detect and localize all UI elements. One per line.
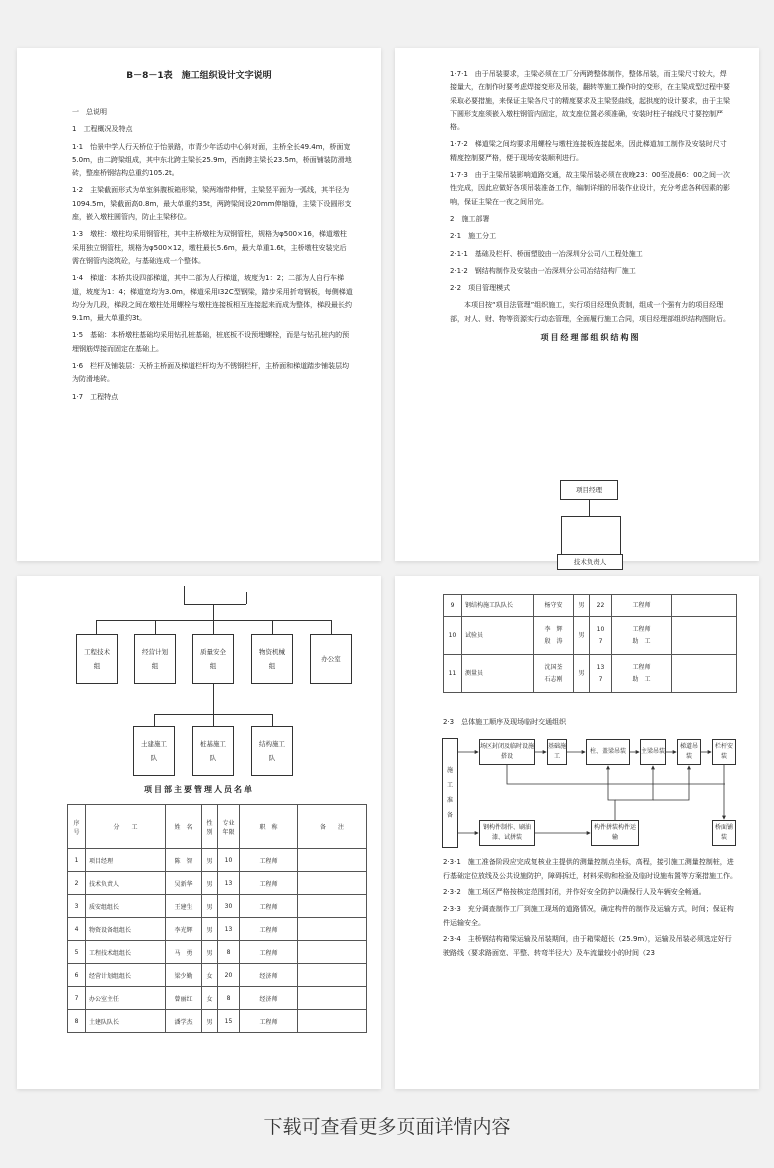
table-row [444,655,737,693]
org-group-box: 质量安全组 [192,634,234,684]
staff-table-header [68,805,367,849]
table-row [444,617,737,655]
table-cell: 7 [68,987,86,1010]
table-cell: 土建队队长 [86,1010,166,1033]
table-cell: 女 [202,987,218,1010]
table-cell: 工程师 助 工 [612,617,672,655]
org-team-box: 桩基施工队 [192,726,234,776]
document-page-4 [395,576,759,1089]
paragraph: 1·2 主梁截面形式为单室斜腹板箱形梁，梁两端带伸臂，主梁竖平面为一弧线，其半径为1094.5m，梁截面高0.8m，最大单重约35t，两跨梁间设20mm伸缩缝，主梁下设圆形支座，嵌入墩柱圆管内，防止主梁移位。 [72,186,352,222]
org-box-technical-lead: 技术负责人 [557,554,623,570]
org-connector [272,620,273,634]
org-connector [96,620,332,621]
table-cell: 男 [202,918,218,941]
table-cell: 1 [68,849,86,872]
table-cell: 钢结构施工队队长 [462,595,534,617]
table-cell: 5 [68,941,86,964]
table-cell: 女 [202,964,218,987]
paragraph: 1·7·1 由于吊装要求，主梁必须在工厂分两跨整体制作，整体吊装，而主梁尺寸较大，焊接量大，在制作时要考虑焊接变形及吊装，翻转等施工操作时的变形，在主梁成型过程中要采取必要措施，来保证主梁各尺寸的精度要求及主梁竖曲线，起拱度的设计要求，由于主梁下圆形支座须嵌入墩柱钢管内固定，故支座位置必须准确，安装时柱子轴线尺寸要控制严格。 [450,70,730,132]
staff-table [67,804,367,1033]
table-cell: 9 [444,595,462,617]
flow-box-stair-lifting: 梯道吊装 [677,739,701,765]
paragraph: 1·7·3 由于主梁吊装影响道路交通，故主梁吊装必须在夜晚23：00至凌晨6：00之间一次性完成，因此应做好各项吊装准备工作，编制详细的吊装作业设计，充分考虑各种因素的影响，保证主梁在一夜之间吊完。 [450,171,730,206]
table-cell: 2 [68,872,86,895]
paragraph: 本项目按“项目法管理”组织施工，实行项目经理负责制，组成一个强有力的项目经理部，对人、财、物等资源实行动态管理，全面履行施工合同，项目经理部组织结构图附后。 [450,301,730,323]
table-cell: 22 [590,595,612,617]
flow-box-component-assembly: 构件拼装构件运输 [591,820,639,846]
table-cell: 李 辉 殷 涛 [534,617,574,655]
table-cell: 男 [202,941,218,964]
table-cell: 办公室主任 [86,987,166,1010]
table-cell: 沈国荃 石志刚 [534,655,574,693]
table-cell: 男 [202,895,218,918]
table-cell: 男 [202,849,218,872]
table-cell: 王建生 [166,895,202,918]
table-cell: 6 [68,964,86,987]
subsection-heading: 1 工程概况及特点 [72,125,133,134]
table-cell-notes [672,617,737,655]
flow-box-site-enclosure: 场区封闭及临时设施搭设 [479,739,535,765]
page2-body [450,68,731,349]
table-cell: 8 [218,987,240,1010]
table-cell: 男 [574,595,590,617]
org-box-project-manager: 项目经理 [560,480,618,500]
table-cell: 梁少勤 [166,964,202,987]
org-connector [154,714,155,726]
table-cell: 李光辉 [166,918,202,941]
table-cell: 男 [202,1010,218,1033]
flow-box-deck-paving: 桥面铺装 [712,820,736,846]
table-cell: 13 7 [590,655,612,693]
org-connector [184,586,185,604]
org-chart-title: 项目经理部组织结构图 [540,333,641,343]
table-cell: 工程师 [240,872,298,895]
table-row [68,1010,367,1033]
org-connector [213,620,214,634]
table-row [68,918,367,941]
table-cell: 工程师 [240,941,298,964]
table-cell-notes [672,595,737,617]
table-cell: 3 [68,895,86,918]
table-row [68,941,367,964]
paragraph: 2·3·3 充分调查制作工厂到施工现场的道路情况，确定构件的制作及运输方式，时间；保证构件运输安全。 [443,904,734,927]
org-connector [213,714,214,726]
section-heading: 2 施工部署 [450,214,490,223]
table-row [68,895,367,918]
org-connector [561,516,562,554]
table-cell: 经营计划组组长 [86,964,166,987]
paragraph: 2·1·2 钢结构制作及安装由一冶深圳分公司冶结结构厂施工 [450,266,636,275]
table-cell [298,987,367,1010]
table-cell: 经济师 [240,987,298,1010]
subsection-heading: 2·2 项目管理模式 [450,284,511,293]
org-group-box: 办公室 [310,634,352,684]
org-group-box: 经营计划组 [134,634,176,684]
org-connector [184,604,246,605]
paragraph: 2·1·1 基础及栏杆、桥面塑胶由一冶深圳分公司八工程处施工 [450,249,643,258]
paragraph: 1·5 基础：本桥墩柱基础均采用钻孔桩基础，桩底板不设预埋螺栓，而是与钻孔桩内的预埋钢筋焊接而固定在基础上。 [72,331,350,353]
paragraph: 1·3 墩柱：墩柱均采用钢管柱，其中主桥墩柱为双钢管柱，规格为φ500×16，梯道墩柱采用独立钢管柱，规格为φ500×12，墩柱最长5.6m，最大单重1.6t，主桥墩柱安装完后需在钢管内浇筑砼，与基础连成一个整体。 [72,230,347,265]
org-connector [213,604,214,620]
document-page-1 [17,48,381,561]
table-cell [298,895,367,918]
org-connector [589,500,590,516]
paragraph: 1·6 栏杆及铺装层：天桥主桥面及梯道栏杆均为不锈钢栏杆，主桥面和梯道踏步铺装层均为防滑地砖。 [72,362,350,384]
table-cell: 试验员 [462,617,534,655]
table-cell [298,849,367,872]
flow-box-foundation: 基础施工 [547,739,567,765]
org-connector [96,620,97,634]
org-connector [331,620,332,634]
table-cell: 陈 智 [166,849,202,872]
org-group-box: 工程技术组 [76,634,118,684]
header-cell: 性别 [202,805,218,849]
table-cell: 13 [218,872,240,895]
page4-body [443,856,737,963]
header-cell: 职 称 [240,805,298,849]
org-connector [155,620,156,634]
header-cell: 专业年限 [218,805,240,849]
table-cell: 10 [218,849,240,872]
document-page-2 [395,48,759,566]
flow-box-main-beam-lifting: 主梁吊装 [640,739,666,765]
table-cell: 10 7 [590,617,612,655]
flow-box-steel-fabrication: 钢构件制作、刷油漆、试拼装 [479,820,535,846]
flow-box-column-lifting: 柱、盖梁吊装 [586,739,630,765]
table-cell: 工程师 [240,895,298,918]
table-row [68,872,367,895]
table-cell: 项目经理 [86,849,166,872]
table-cell: 工程师 [240,1010,298,1033]
table-cell [298,872,367,895]
table-row [68,987,367,1010]
table-cell: 8 [68,1010,86,1033]
table-cell: 经济师 [240,964,298,987]
table-cell-notes [672,655,737,693]
table-cell [298,1010,367,1033]
download-prompt[interactable]: 下载可查看更多页面详情内容 [263,1116,511,1138]
table-cell [298,941,367,964]
org-connector [620,516,621,554]
staff-table-title: 项目部主要管理人员名单 [144,785,254,794]
table-row [444,595,737,617]
paragraph: 2·3·2 施工场区严格按核定范围封闭，并作好安全防护以确保行人及车辆安全畅通。 [443,888,706,897]
org-connector [561,516,621,517]
table-cell: 30 [218,895,240,918]
table-cell: 测量员 [462,655,534,693]
table-cell: 工程师 [612,595,672,617]
table-cell: 男 [574,617,590,655]
table-cell: 8 [218,941,240,964]
table-cell: 物资设备组组长 [86,918,166,941]
table-cell: 10 [444,617,462,655]
header-cell: 序号 [68,805,86,849]
paragraph: 1·7 工程特点 [72,392,119,401]
table-cell [298,964,367,987]
table-cell: 技术负责人 [86,872,166,895]
section-heading: 一 总说明 [72,108,107,116]
org-connector [213,684,214,714]
table-cell: 工程技术组组长 [86,941,166,964]
table-cell: 4 [68,918,86,941]
subsection-heading: 2·1 施工分工 [450,232,497,241]
table-cell: 13 [218,918,240,941]
table-cell: 质安组组长 [86,895,166,918]
document-page-3 [17,576,381,1089]
table-cell: 工程师 [240,918,298,941]
org-team-box: 土建施工队 [133,726,175,776]
paragraph: 1·1 怡景中学人行天桥位于怡景路，市青少年活动中心斜对面，主桥全长49.4m，桥面宽5.0m，由二跨梁组成，其中东北跨主梁长25.9m，西南跨主梁长23.5m，桥面铺装防滑地砖，整座桥钢结构总重约105.2t。 [72,142,352,178]
section-heading: 2·3 总体施工顺序及现场临时交通组织 [443,718,567,726]
table-cell: 男 [202,872,218,895]
flow-box-railing: 栏杆安装 [712,739,736,765]
table-row [68,964,367,987]
staff-table-continued [443,594,737,693]
flow-box-prep: 施工准备 [442,738,458,848]
paragraph: 2·3·1 施工准备阶段应完成复核业主提供的测量控制点坐标，高程，接引施工测量控制桩，进行基础定位放线及公共设施防护，障碍拆迁，材料采购和检验及临时设施布置等方案措施工作。 [443,858,737,880]
page1-body [72,106,353,408]
header-cell: 分 工 [86,805,166,849]
table-cell: 潘学杰 [166,1010,202,1033]
table-cell: 曾丽红 [166,987,202,1010]
table-cell: 男 [574,655,590,693]
org-connector [272,714,273,726]
table-cell: 工程师 助 工 [612,655,672,693]
table-cell [298,918,367,941]
paragraph: 2·3·4 主桥钢结构箱梁运输及吊装期间，由于箱梁超长（25.9m），运输及吊装必须选定好行驶路线（要求路面宽、平整、转弯半径大）及车流量较小的时间（23 [443,935,732,957]
table-cell: 工程师 [240,849,298,872]
org-connector [246,592,247,604]
table-cell: 吴新华 [166,872,202,895]
paragraph: 1·4 梯道：本桥共设四部梯道，其中二部为人行梯道，坡度为1：2；二部为人自行车梯道，坡度为1：4；梯道宽均为3.0m，梯道采用I32C型钢梁，踏步采用折弯钢板，每侧梯道均分为几段，梯段之间在墩柱处用螺栓与墩柱连接板相互连接起来而成为整体，梯段最长约9.1m，最大单重约3t。 [72,274,353,323]
header-cell: 备 注 [298,805,367,849]
paragraph: 1·7·2 梯道梁之间均要求用螺栓与墩柱连接板连接起来，因此梯道加工制作及安装时尺寸精度控制要严格，便于现场安装顺利进行。 [450,140,727,162]
org-team-box: 结构施工队 [251,726,293,776]
org-group-box: 物资机械组 [251,634,293,684]
table-row [68,849,367,872]
table-cell: 15 [218,1010,240,1033]
table-cell: 20 [218,964,240,987]
header-cell: 姓 名 [166,805,202,849]
table-cell: 11 [444,655,462,693]
table-cell: 马 勇 [166,941,202,964]
table-cell: 杨守安 [534,595,574,617]
document-title: B－8－1表 施工组织设计文字说明 [126,71,272,81]
